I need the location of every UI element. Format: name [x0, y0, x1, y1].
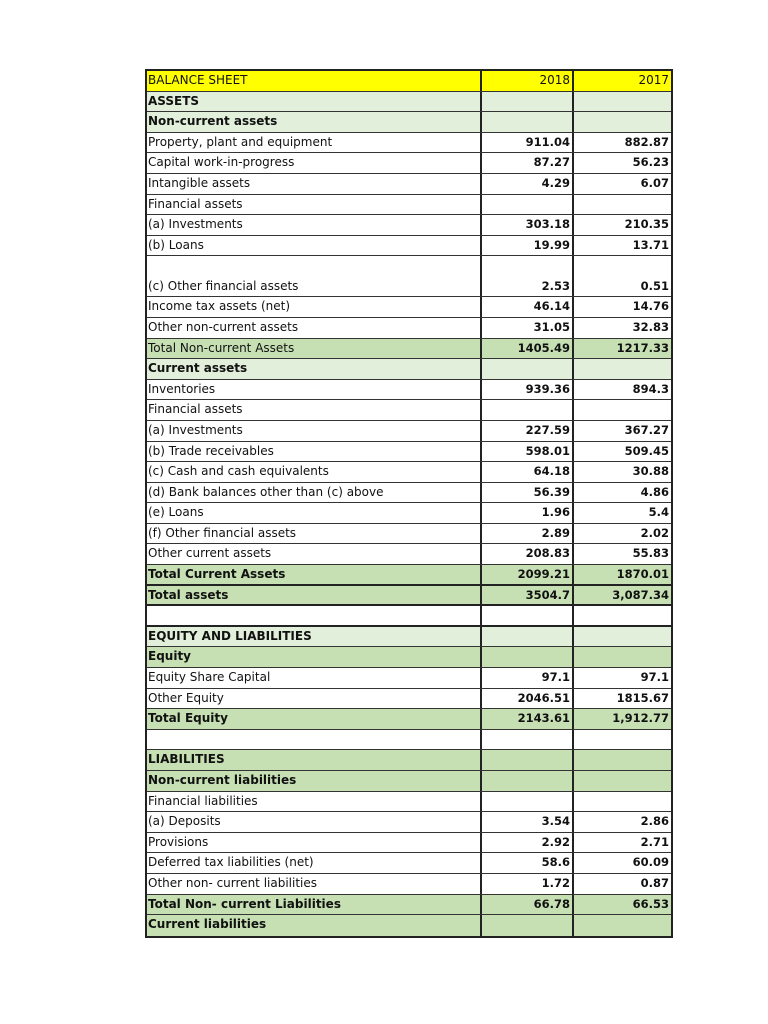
row-value-2018: 1.72 — [482, 874, 574, 894]
row-value-2017 — [574, 359, 671, 379]
row-value-2018: 598.01 — [482, 442, 574, 462]
table-row — [147, 627, 671, 648]
table-row — [147, 874, 671, 895]
row-label: Property, plant and equipment — [147, 133, 482, 153]
row-value-2018 — [482, 750, 574, 770]
table-row — [147, 647, 671, 668]
row-label: EQUITY AND LIABILITIES — [147, 627, 482, 647]
row-value-2017: 14.76 — [632, 299, 669, 314]
table-row — [147, 895, 671, 916]
row-value-2018 — [482, 112, 574, 132]
row-value-2017: 32.83 — [632, 319, 669, 334]
table-row — [147, 689, 671, 710]
row-label: LIABILITIES — [147, 750, 482, 770]
row-value-2018 — [482, 771, 574, 791]
row-value-2017: 0.51 — [640, 279, 669, 294]
table-row — [147, 195, 671, 216]
table-row — [147, 442, 671, 463]
row-value-2018 — [482, 92, 574, 112]
row-value-2017: 4.86 — [640, 484, 669, 499]
row-value-2017: 894.3 — [632, 381, 669, 396]
header-year-2017: 2017 — [638, 73, 669, 87]
row-label: Capital work-in-progress — [147, 153, 482, 173]
table-row — [147, 709, 671, 730]
table-row — [147, 606, 671, 627]
row-label: Financial assets — [147, 195, 482, 215]
row-value-2017: 367.27 — [624, 422, 669, 437]
row-label: (c) Other financial assets — [147, 256, 482, 296]
row-value-2018: 2.53 — [482, 256, 574, 296]
row-value-2017: 2.71 — [640, 834, 669, 849]
row-value-2017: 13.71 — [632, 237, 669, 252]
row-value-2017: 1217.33 — [616, 340, 669, 355]
row-value-2017: 60.09 — [632, 855, 669, 870]
row-value-2017: 30.88 — [632, 464, 669, 479]
row-value-2018: 31.05 — [482, 318, 574, 338]
header-title: BALANCE SHEET — [147, 71, 482, 91]
table-row — [147, 503, 671, 524]
table-row — [147, 318, 671, 339]
row-value-2018: 3.54 — [482, 812, 574, 832]
table-row — [147, 915, 671, 936]
row-value-2017 — [574, 915, 671, 936]
row-value-2017 — [574, 771, 671, 791]
table-row — [147, 256, 671, 297]
row-label: (a) Deposits — [147, 812, 482, 832]
row-label — [147, 606, 482, 625]
row-label: (f) Other financial assets — [147, 524, 482, 544]
row-value-2017 — [574, 400, 671, 420]
row-value-2017: 2.86 — [640, 814, 669, 829]
row-label: Current assets — [147, 359, 482, 379]
row-label: Other current assets — [147, 544, 482, 564]
row-value-2018: 87.27 — [482, 153, 574, 173]
row-value-2017 — [574, 730, 671, 750]
table-row — [147, 812, 671, 833]
header-year-2018: 2018 — [482, 71, 574, 91]
row-value-2018: 2143.61 — [482, 709, 574, 729]
row-value-2018 — [482, 915, 574, 936]
row-value-2018: 64.18 — [482, 462, 574, 482]
row-label: Other non- current liabilities — [147, 874, 482, 894]
row-value-2017 — [574, 606, 671, 625]
row-label: Total assets — [147, 586, 482, 605]
table-row — [147, 668, 671, 689]
row-label: Non-current assets — [147, 112, 482, 132]
balance-sheet-table — [145, 69, 673, 938]
row-label: Deferred tax liabilities (net) — [147, 853, 482, 873]
table-row — [147, 462, 671, 483]
row-value-2018 — [482, 606, 574, 625]
row-label: (b) Loans — [147, 236, 482, 256]
table-row — [147, 174, 671, 195]
row-value-2018: 208.83 — [482, 544, 574, 564]
row-label: Current liabilities — [147, 915, 482, 936]
row-value-2017: 1815.67 — [616, 690, 669, 705]
row-value-2018: 1405.49 — [482, 339, 574, 359]
row-value-2018 — [482, 647, 574, 667]
row-label: Equity Share Capital — [147, 668, 482, 688]
row-label: Total Equity — [147, 709, 482, 729]
table-row — [147, 833, 671, 854]
row-value-2018: 66.78 — [482, 895, 574, 915]
table-row — [147, 339, 671, 360]
header-row — [147, 71, 671, 92]
row-value-2017 — [574, 92, 671, 112]
row-value-2017 — [574, 195, 671, 215]
row-label: (a) Investments — [147, 215, 482, 235]
table-row — [147, 215, 671, 236]
row-value-2018 — [482, 195, 574, 215]
row-label: Provisions — [147, 833, 482, 853]
row-value-2018: 911.04 — [482, 133, 574, 153]
row-label: (a) Investments — [147, 421, 482, 441]
row-value-2017: 509.45 — [624, 443, 669, 458]
row-label: Equity — [147, 647, 482, 667]
row-label: ASSETS — [147, 92, 482, 112]
row-label: Total Non-current Assets — [147, 339, 482, 359]
row-value-2018: 2.92 — [482, 833, 574, 853]
row-value-2018: 227.59 — [482, 421, 574, 441]
row-value-2018: 3504.7 — [482, 586, 574, 605]
row-value-2017: 6.07 — [640, 175, 669, 190]
row-label: Financial assets — [147, 400, 482, 420]
row-label: Income tax assets (net) — [147, 297, 482, 317]
row-label: Total Non- current Liabilities — [147, 895, 482, 915]
row-value-2017: 97.1 — [640, 670, 669, 685]
table-row — [147, 524, 671, 545]
row-value-2018: 56.39 — [482, 483, 574, 503]
table-row — [147, 92, 671, 113]
table-row — [147, 112, 671, 133]
row-value-2017: 0.87 — [640, 875, 669, 890]
row-value-2017: 1870.01 — [616, 567, 669, 582]
row-value-2017 — [574, 112, 671, 132]
row-label — [147, 730, 482, 750]
row-value-2018: 939.36 — [482, 380, 574, 400]
row-value-2017 — [574, 792, 671, 812]
row-value-2017: 56.23 — [632, 155, 669, 170]
table-row — [147, 380, 671, 401]
row-label: Inventories — [147, 380, 482, 400]
table-row — [147, 133, 671, 154]
row-value-2018: 2.89 — [482, 524, 574, 544]
table-row — [147, 359, 671, 380]
row-value-2018: 4.29 — [482, 174, 574, 194]
row-value-2017: 2.02 — [640, 525, 669, 540]
row-value-2017 — [574, 627, 671, 647]
row-value-2018: 2046.51 — [482, 689, 574, 709]
row-value-2017: 3,087.34 — [612, 587, 669, 602]
row-value-2018: 97.1 — [482, 668, 574, 688]
table-row — [147, 483, 671, 504]
table-row — [147, 750, 671, 771]
row-value-2017: 1,912.77 — [612, 711, 669, 726]
row-value-2017: 66.53 — [632, 896, 669, 911]
row-value-2018: 58.6 — [482, 853, 574, 873]
table-row — [147, 421, 671, 442]
row-value-2018: 2099.21 — [482, 565, 574, 584]
table-row — [147, 730, 671, 751]
row-value-2018: 19.99 — [482, 236, 574, 256]
row-value-2018 — [482, 792, 574, 812]
row-value-2018 — [482, 400, 574, 420]
row-label: Non-current liabilities — [147, 771, 482, 791]
row-label: (d) Bank balances other than (c) above — [147, 483, 482, 503]
table-row — [147, 586, 671, 607]
row-value-2017: 55.83 — [632, 546, 669, 561]
row-label: Intangible assets — [147, 174, 482, 194]
row-label: (e) Loans — [147, 503, 482, 523]
table-row — [147, 565, 671, 586]
row-label: Other Equity — [147, 689, 482, 709]
table-row — [147, 297, 671, 318]
row-value-2017: 5.4 — [648, 505, 669, 520]
table-row — [147, 792, 671, 813]
table-row — [147, 544, 671, 565]
row-value-2018: 303.18 — [482, 215, 574, 235]
row-value-2017: 882.87 — [624, 134, 669, 149]
row-value-2017: 210.35 — [624, 217, 669, 232]
row-value-2018 — [482, 627, 574, 647]
row-label: Financial liabilities — [147, 792, 482, 812]
table-row — [147, 153, 671, 174]
row-value-2018 — [482, 730, 574, 750]
row-label: Total Current Assets — [147, 565, 482, 584]
row-label: (c) Cash and cash equivalents — [147, 462, 482, 482]
table-row — [147, 236, 671, 257]
row-label: (b) Trade receivables — [147, 442, 482, 462]
row-value-2017 — [574, 750, 671, 770]
table-row — [147, 853, 671, 874]
row-value-2018: 1.96 — [482, 503, 574, 523]
table-row — [147, 400, 671, 421]
row-value-2017 — [574, 647, 671, 667]
row-value-2018: 46.14 — [482, 297, 574, 317]
table-row — [147, 771, 671, 792]
row-value-2018 — [482, 359, 574, 379]
row-label: Other non-current assets — [147, 318, 482, 338]
